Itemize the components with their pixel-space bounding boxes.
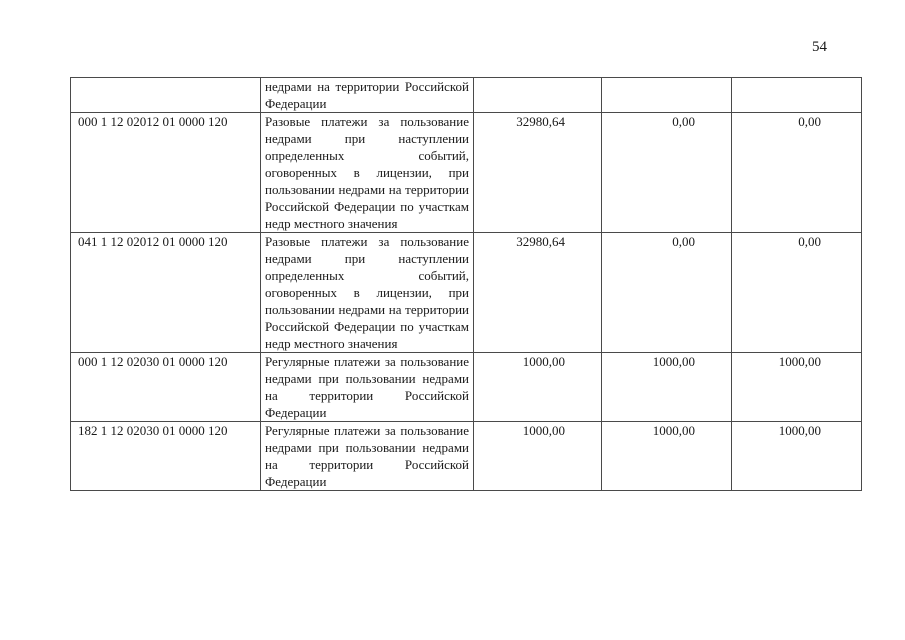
table-row — [71, 113, 862, 233]
value-year2-cell — [602, 78, 732, 113]
value-year3-cell: 0,00 — [732, 113, 862, 233]
value-year2-cell: 0,00 — [602, 113, 732, 233]
value-year2-cell: 1000,00 — [602, 422, 732, 491]
table-row — [71, 233, 862, 353]
value-year1-cell: 32980,64 — [474, 233, 602, 353]
value-year1-cell: 1000,00 — [474, 353, 602, 422]
budget-code-cell — [71, 78, 261, 113]
value-year3-cell — [732, 78, 862, 113]
table-row — [71, 78, 862, 113]
income-name-cell: Регулярные платежи за пользование недрами при пользовании недрами на территории Российской Федерации — [261, 422, 474, 491]
budget-code-cell: 041 1 12 02012 01 0000 120 — [71, 233, 261, 353]
page-number: 54 — [812, 39, 827, 55]
value-year1-cell: 32980,64 — [474, 113, 602, 233]
value-year2-cell: 1000,00 — [602, 353, 732, 422]
income-name-cell: Регулярные платежи за пользование недрами при пользовании недрами на территории Российской Федерации — [261, 353, 474, 422]
value-year1-cell: 1000,00 — [474, 422, 602, 491]
table-row — [71, 422, 862, 491]
value-year3-cell: 1000,00 — [732, 422, 862, 491]
value-year3-cell: 1000,00 — [732, 353, 862, 422]
table-row — [71, 353, 862, 422]
income-name-cell: недрами на территории Российской Федерации — [261, 78, 474, 113]
value-year3-cell: 0,00 — [732, 233, 862, 353]
value-year2-cell: 0,00 — [602, 233, 732, 353]
income-name-cell: Разовые платежи за пользование недрами при наступлении определенных событий, оговоренных в лицензии, при пользовании недрами на территории Российской Федерации по участкам недр местного значения — [261, 233, 474, 353]
budget-table — [70, 77, 862, 491]
value-year1-cell — [474, 78, 602, 113]
budget-code-cell: 000 1 12 02030 01 0000 120 — [71, 353, 261, 422]
budget-code-cell: 182 1 12 02030 01 0000 120 — [71, 422, 261, 491]
budget-code-cell: 000 1 12 02012 01 0000 120 — [71, 113, 261, 233]
income-name-cell: Разовые платежи за пользование недрами при наступлении определенных событий, оговоренных в лицензии, при пользовании недрами на территории Российской Федерации по участкам недр местного значения — [261, 113, 474, 233]
